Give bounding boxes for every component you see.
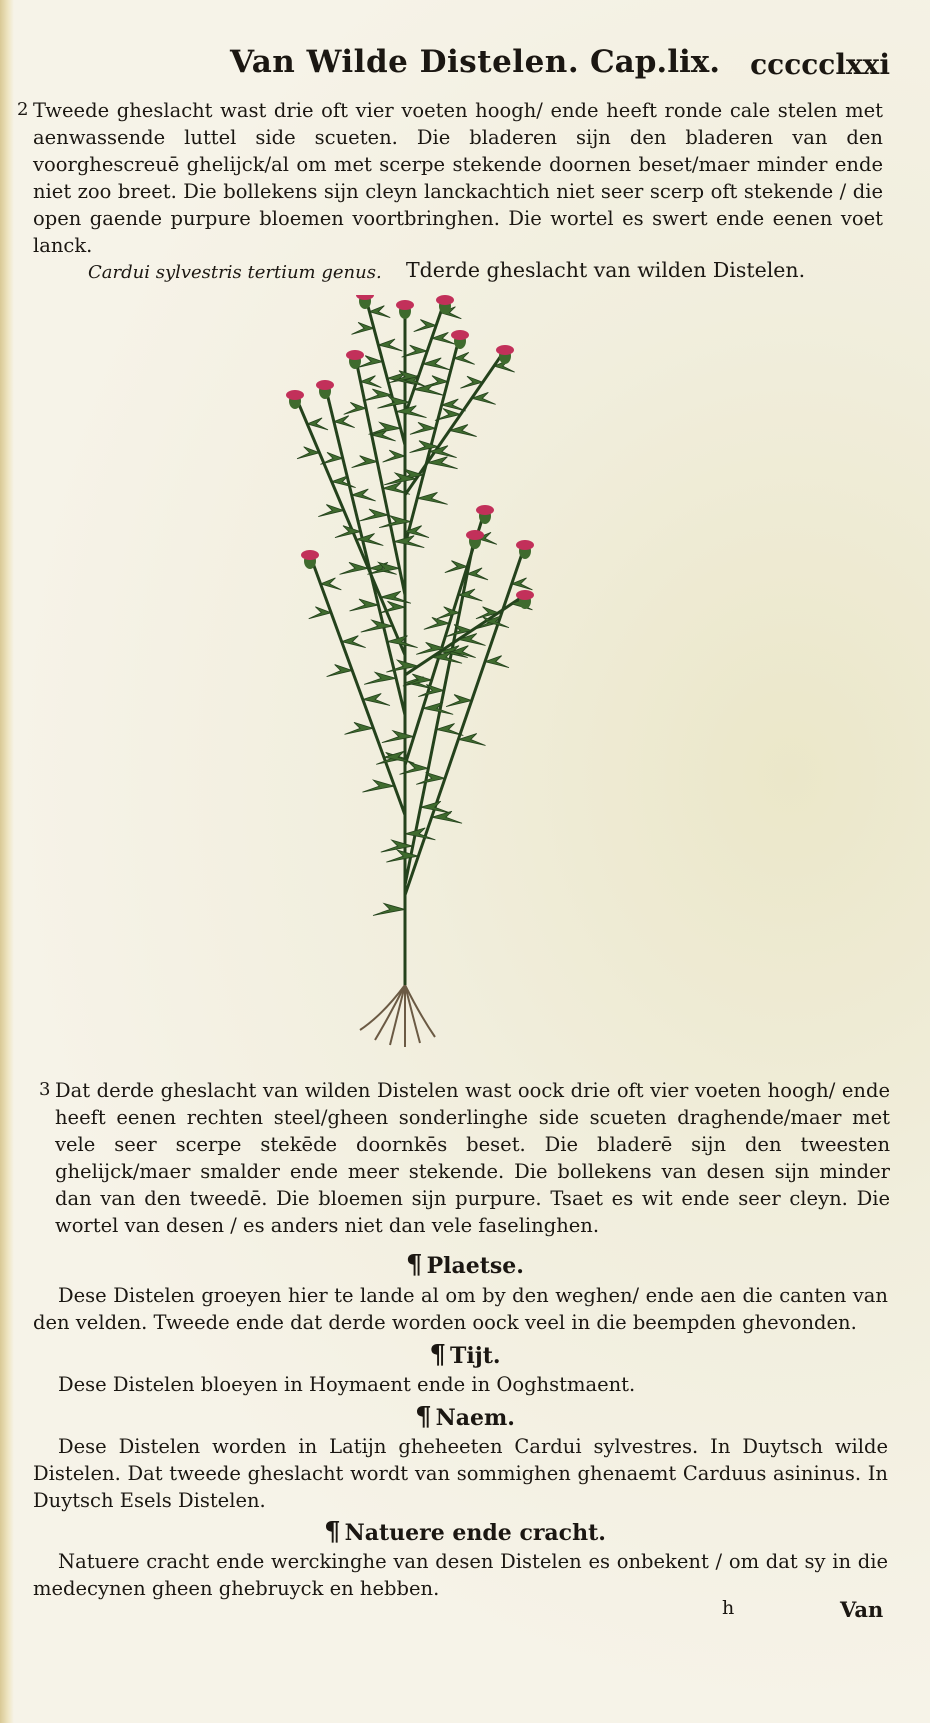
section-heading-name: ¶ Naem. [415, 1402, 515, 1432]
thistle-leaf [344, 402, 366, 414]
thistle-leaf [382, 731, 414, 743]
thistle-leaf [363, 389, 392, 401]
thistle-leaf [414, 383, 444, 395]
thistle-leaf [373, 903, 405, 915]
thistle-leaf [485, 656, 509, 668]
pilcrow-icon: ¶ [324, 1517, 341, 1547]
thistle-leaf [364, 672, 396, 684]
root-strand [360, 985, 405, 1030]
thistle-leaf [320, 452, 342, 464]
stem [405, 300, 445, 415]
flower-head [316, 380, 334, 390]
paragraph-number: 2 [17, 99, 29, 120]
thistle-leaf [424, 617, 450, 629]
thistle-leaf [417, 492, 447, 504]
flower-head [516, 590, 534, 600]
paragraph-number: 3 [39, 1079, 51, 1100]
thistle-leaf [362, 780, 394, 792]
thistle-leaf [351, 322, 373, 334]
paragraph-third-kind [39, 1077, 890, 1239]
thistle-leaf [445, 561, 467, 573]
thistle-leaf [476, 607, 498, 619]
chapter-number: Cap.lix. [590, 44, 721, 80]
thistle-leaf [345, 722, 374, 734]
thistle-leaf [421, 801, 451, 813]
signature-mark: h [722, 1597, 735, 1619]
caption-latin: Cardui sylvestris tertium genus. [88, 262, 382, 283]
catchword: Van [840, 1597, 884, 1622]
thistle-leaf [342, 636, 366, 648]
thistle-leaf [396, 406, 426, 418]
stem [365, 295, 405, 445]
thistle-leaf [454, 352, 475, 364]
thistle-leaf [416, 772, 445, 784]
running-title: Van Wilde Distelen. [230, 44, 580, 80]
thistle-leaf [340, 562, 369, 574]
section-heading-place: ¶ Plaetse. [406, 1250, 524, 1280]
flower-head [516, 540, 534, 550]
section-heading-nature: ¶ Natuere ende cracht. [324, 1517, 606, 1547]
thistle-leaf [381, 840, 413, 852]
section-text-name: Dese Distelen worden in Latijn gheheeten Cardui sylvestres. In Duytsch wilde Distelen. Dat tweede gheslacht wordt van sommighen ghenaemt Carduus asininus. In Duytsch Esels Distelen. [33, 1435, 888, 1512]
root-strand [405, 985, 435, 1037]
thistle-leaf [394, 536, 424, 548]
thistle-leaf [446, 695, 472, 707]
page-header [230, 44, 890, 94]
thistle-leaf [436, 723, 463, 735]
thistle-leaf [410, 422, 436, 434]
thistle-leaf [363, 693, 390, 705]
root-strand [375, 985, 405, 1040]
flower-head [466, 530, 484, 540]
flower-head [496, 345, 514, 355]
thistle-leaf [335, 526, 361, 538]
pilcrow-icon: ¶ [415, 1402, 432, 1432]
thistle-leaf [437, 607, 459, 619]
flower-head [286, 390, 304, 400]
paragraph-second-kind [17, 97, 883, 259]
thistle-leaf [332, 476, 356, 488]
thistle-leaf [352, 456, 378, 468]
flower-head [451, 330, 469, 340]
pilcrow-icon: ¶ [429, 1340, 447, 1370]
thistle-leaf [318, 505, 344, 517]
folio-number: ccccclxxi [750, 48, 890, 81]
thistle-leaf [383, 450, 405, 462]
flower-head [396, 300, 414, 310]
section-text-place: Dese Distelen groeyen hier te lande al om by den weghen/ ende aen die canten van den velden. Tweede ende dat derde worden oock veel in die beempden ghevonden. [33, 1284, 888, 1334]
root-strand [405, 985, 420, 1043]
illustration-caption [0, 258, 930, 292]
thistle-illustration [255, 295, 615, 1065]
thistle-leaf [386, 850, 418, 862]
flower-head [346, 350, 364, 360]
thistle-leaf [414, 320, 436, 332]
thistle-leaf [334, 416, 355, 428]
paragraph-text: Dat derde gheslacht van wilden Distelen wast oock drie oft vier voeten hoogh/ ende heeft eenen rechten steel/gheen sonderlinghe side scueten draghende/maer met vele seer scerpe stekēde doornkēs beset. Die bladerē sijn den tweesten ghelijck/maer smalder ende meer stekende. Die bollekens van desen sijn minder dan van den tweedē. Die bloemen sijn purpure. Tsaet es wit ende seer cleyn. Die wortel van desen / es anders niet dan vele faselinghen. [55, 1079, 890, 1237]
pilcrow-icon: ¶ [406, 1250, 423, 1280]
paragraph-text: Tweede gheslacht wast drie oft vier voeten hoogh/ ende heeft ronde cale stelen met aenwassende luttel side scueten. Die bladeren sijn den bladeren van den voorghescreuē ghelijck/al om met scerpe stekende doornen beset/maer minder ende niet zoo breet. Die bollekens sijn cleyn lanckachtich niet seer scerp oft stekende / die open gaende purpure bloemen voortbringhen. Die wortel es swert ende eenen voet lanck. [33, 99, 883, 257]
flower-head [301, 550, 319, 560]
section-heading-time: ¶ Tijt. [429, 1340, 501, 1370]
thistle-leaf [352, 489, 376, 501]
thistle-leaf [512, 578, 533, 590]
thistle-leaf [378, 339, 402, 351]
section-text-nature: Natuere cracht ende werckinghe van desen Distelen es onbekent / om dat sy in die medecynen gheen ghebruyck en hebben. [33, 1550, 888, 1600]
flower-head [436, 295, 454, 305]
thistle-leaf [361, 620, 393, 632]
thistle-leaf [350, 599, 379, 611]
thistle-leaf [467, 568, 488, 580]
caption-dutch: Tderde gheslacht van wilden Distelen. [406, 258, 806, 282]
thistle-plant [286, 295, 534, 1047]
stem [405, 595, 525, 675]
thistle-leaf [432, 811, 462, 823]
thistle-leaf [423, 358, 450, 370]
flower-head [476, 505, 494, 515]
thistle-leaf [369, 306, 390, 318]
flower-head [356, 295, 374, 300]
stem [405, 545, 525, 895]
thistle-leaf [360, 509, 389, 521]
thistle-leaf [361, 376, 382, 388]
thistle-leaf [309, 607, 331, 619]
thistle-leaf [327, 665, 353, 677]
section-text-time: Dese Distelen bloeyen in Hoymaent ende in Ooghstmaent. [58, 1373, 636, 1396]
stem [405, 335, 460, 545]
thistle-leaf [405, 828, 435, 840]
